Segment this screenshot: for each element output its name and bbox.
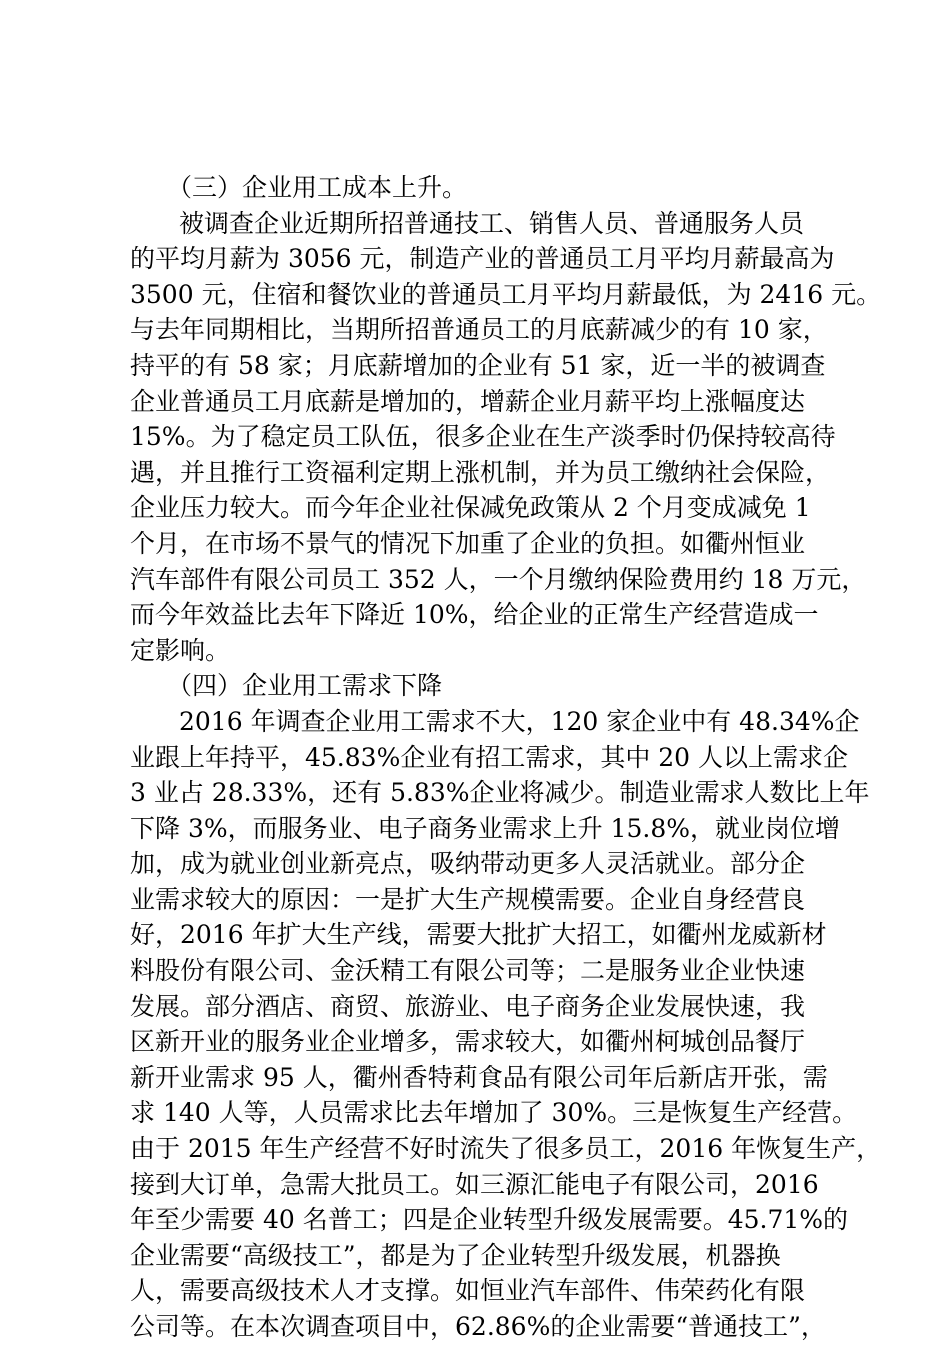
section-3-paragraph	[130, 206, 882, 669]
text-line: 下降 3%，而服务业、电子商务业需求上升 15.8%，就业岗位增	[130, 813, 840, 843]
text-line: 与去年同期相比，当期所招普通员工的月底薪减少的有 10 家，	[130, 315, 828, 345]
text-line: 而今年效益比去年下降近 10%，给企业的正常生产经营造成一	[130, 600, 819, 630]
section-4-paragraph	[130, 704, 882, 1345]
text-line: 的平均月薪为 3056 元，制造产业的普通员工月平均月薪最高为	[130, 244, 835, 274]
text-line: 个月，在市场不景气的情况下加重了企业的负担。如衢州恒业	[130, 528, 806, 558]
text-line: 3500 元，住宿和餐饮业的普通员工月平均月薪最低，为 2416 元。	[130, 279, 882, 309]
text-line: 加，成为就业创业新亮点，吸纳带动更多人灵活就业。部分企	[130, 849, 806, 879]
text-line: 人，需要高级技术人才支撑。如恒业汽车部件、伟荣药化有限	[130, 1276, 806, 1306]
text-line: 持平的有 58 家；月底薪增加的企业有 51 家，近一半的被调查	[130, 350, 826, 380]
text-line: 业跟上年持平，45.83%企业有招工需求，其中 20 人以上需求企	[130, 742, 849, 772]
text-line: 定影响。	[130, 635, 231, 665]
text-line: 公司等。在本次调查项目中，62.86%的企业需要“普通技工”，	[130, 1312, 826, 1341]
text-line: 年至少需要 40 名普工；四是企业转型升级发展需要。45.71%的	[130, 1205, 849, 1235]
text-line: 遇，并且推行工资福利定期上涨机制，并为员工缴纳社会保险，	[130, 457, 831, 487]
section-3	[130, 170, 882, 668]
document-body	[130, 170, 882, 1345]
text-line: 2016 年调查企业用工需求不大，120 家企业中有 48.34%企	[179, 706, 860, 736]
section-4	[130, 668, 882, 1344]
section-3-heading: （三）企业用工成本上升。	[167, 173, 468, 202]
text-line: 好，2016 年扩大生产线，需要大批扩大招工，如衢州龙威新材	[130, 920, 827, 950]
text-line: 接到大订单，急需大批员工。如三源汇能电子有限公司，2016	[130, 1169, 819, 1199]
text-line: 发展。部分酒店、商贸、旅游业、电子商务企业发展快速，我	[130, 991, 806, 1021]
text-line: 企业压力较大。而今年企业社保减免政策从 2 个月变成减免 1	[130, 493, 811, 523]
section-4-heading: （四）企业用工需求下降	[167, 671, 443, 701]
text-line: 新开业需求 95 人，衢州香特莉食品有限公司年后新店开张，需	[130, 1062, 828, 1092]
text-line: 企业需要“高级技工”，都是为了企业转型升级发展，机器换	[130, 1240, 781, 1270]
text-line: 求 140 人等，人员需求比去年增加了 30%。三是恢复生产经营。	[130, 1098, 858, 1128]
text-line: 15%。为了稳定员工队伍，很多企业在生产淡季时仍保持较高待	[130, 422, 836, 452]
text-line: 区新开业的服务业企业增多，需求较大，如衢州柯城创品餐厅	[130, 1027, 806, 1057]
text-line: 料股份有限公司、金沃精工有限公司等；二是服务业企业快速	[130, 956, 806, 986]
text-line: 由于 2015 年生产经营不好时流失了很多员工，2016 年恢复生产，	[130, 1134, 882, 1164]
text-line: 被调查企业近期所招普通技工、销售人员、普通服务人员	[179, 208, 805, 238]
text-line: 企业普通员工月底薪是增加的，增薪企业月薪平均上涨幅度达	[130, 386, 806, 416]
text-line: 3 业占 28.33%，还有 5.83%企业将减少。制造业需求人数比上年	[130, 778, 870, 808]
text-line: 业需求较大的原因：一是扩大生产规模需要。企业自身经营良	[130, 884, 806, 914]
text-line: 汽车部件有限公司员工 352 人，一个月缴纳保险费用约 18 万元，	[130, 564, 867, 594]
